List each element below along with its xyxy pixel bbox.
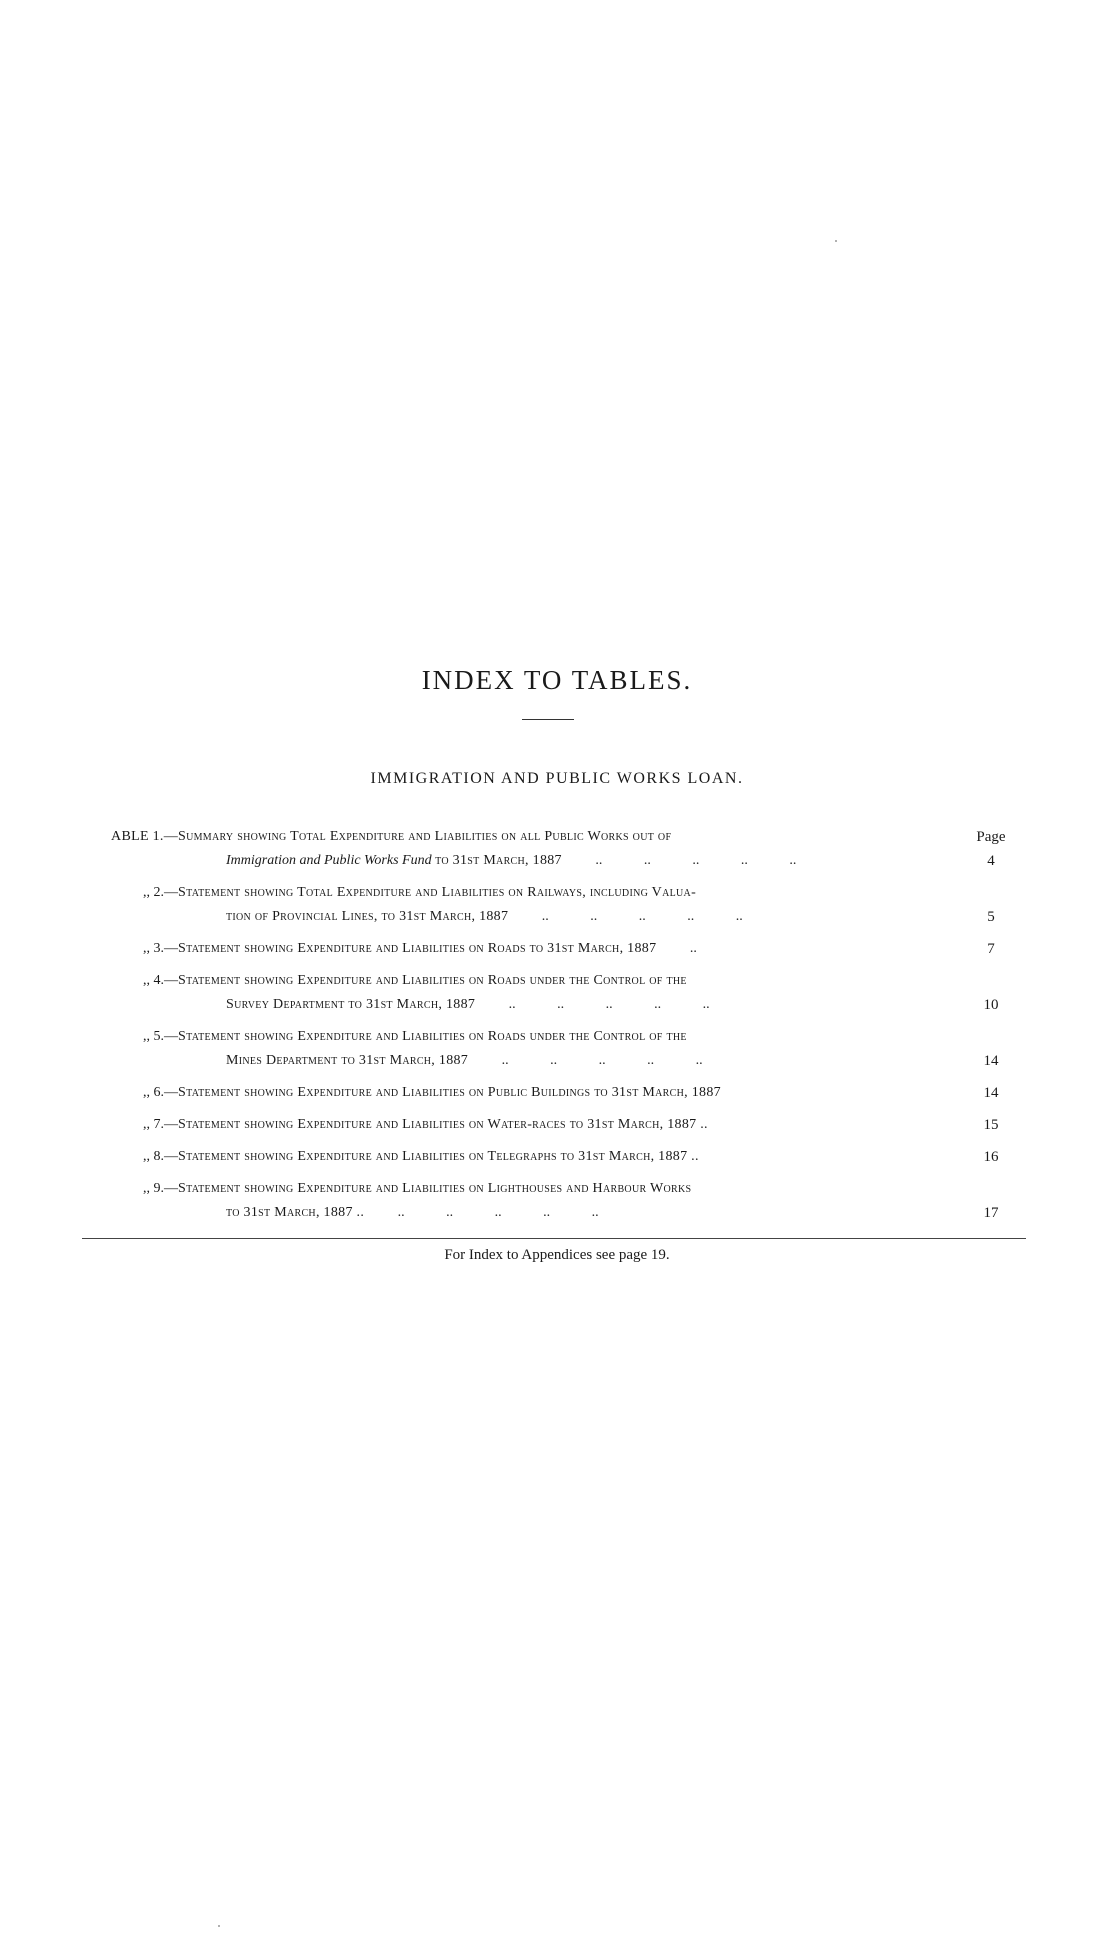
- entry-prefix: ,, 5.—: [143, 1029, 178, 1044]
- entry-line: Statement showing Expenditure and Liabilities on Roads to 31st March, 1887: [178, 941, 657, 956]
- entry-prefix: ,, 6.—: [143, 1085, 178, 1100]
- entry-page-number: 4: [987, 853, 995, 869]
- leader-dots: .. .. .. .. ..: [595, 853, 797, 868]
- entry-page-number: 14: [983, 1053, 999, 1069]
- entry-line: Statement showing Expenditure and Liabilities on Roads under the Control of the: [178, 973, 687, 988]
- footnote: For Index to Appendices see page 19.: [444, 1247, 670, 1263]
- leader-dots: .. .. .. .. ..: [541, 909, 743, 924]
- scan-speck: [218, 1925, 220, 1927]
- entry-line: Statement showing Total Expenditure and Liabilities on Railways, including Valua-: [178, 885, 697, 900]
- entry-page-number: 7: [987, 941, 995, 957]
- entry-page-number: 16: [983, 1149, 999, 1165]
- entry-prefix: ,, 3.—: [143, 941, 178, 956]
- entry-line: Statement showing Expenditure and Liabilities on Public Buildings to 31st March, 1887: [178, 1085, 721, 1100]
- entry-line: Statement showing Expenditure and Liabilities on Lighthouses and Harbour Works: [178, 1181, 692, 1196]
- scan-speck: [835, 240, 837, 242]
- entry-prefix: ABLE 1.—: [111, 829, 178, 844]
- entry-page-number: 14: [983, 1085, 999, 1101]
- entry-prefix: ,, 8.—: [143, 1149, 178, 1164]
- entry-line: Statement showing Expenditure and Liabilities on Water-races to 31st March, 1887 ..: [178, 1117, 708, 1132]
- leader-dots: .. .. .. .. ..: [501, 1053, 703, 1068]
- entry-page-number: 15: [983, 1117, 999, 1133]
- entry-prefix: ,, 4.—: [143, 973, 178, 988]
- leader-dots: .. .. .. .. ..: [397, 1205, 599, 1220]
- entry-page-number: 5: [987, 909, 995, 925]
- entry-line: Mines Department to 31st March, 1887: [226, 1053, 469, 1068]
- section-heading: IMMIGRATION AND PUBLIC WORKS LOAN.: [370, 770, 744, 787]
- table-end-rule: [82, 1238, 1026, 1239]
- title-rule: [522, 719, 574, 720]
- leader-dots: ..: [689, 941, 697, 956]
- entry-line: Statement showing Expenditure and Liabilities on Telegraphs to 31st March, 1887 ..: [178, 1149, 699, 1164]
- entry-line: Summary showing Total Expenditure and Liabilities on all Public Works out of: [178, 829, 672, 844]
- entry-line: tion of Provincial Lines, to 31st March, 1887: [226, 909, 509, 924]
- entry-line: Survey Department to 31st March, 1887: [226, 997, 476, 1012]
- page-title: INDEX TO TABLES.: [421, 665, 693, 695]
- entry-line: to 31st March, 1887 ..: [226, 1205, 365, 1220]
- entry-prefix: ,, 9.—: [143, 1181, 178, 1196]
- entry-line: Statement showing Expenditure and Liabilities on Roads under the Control of the: [178, 1029, 687, 1044]
- entry-fund-name: Immigration and Public Works Fund: [226, 853, 432, 868]
- entry-page-number: 17: [983, 1205, 999, 1221]
- entry-page-number: 10: [983, 997, 999, 1013]
- entry-prefix: ,, 7.—: [143, 1117, 178, 1132]
- entry-line: to 31st March, 1887: [435, 853, 562, 868]
- entry-prefix: ,, 2.—: [143, 885, 178, 900]
- page-column-label: Page: [976, 829, 1006, 845]
- leader-dots: .. .. .. .. ..: [508, 997, 710, 1012]
